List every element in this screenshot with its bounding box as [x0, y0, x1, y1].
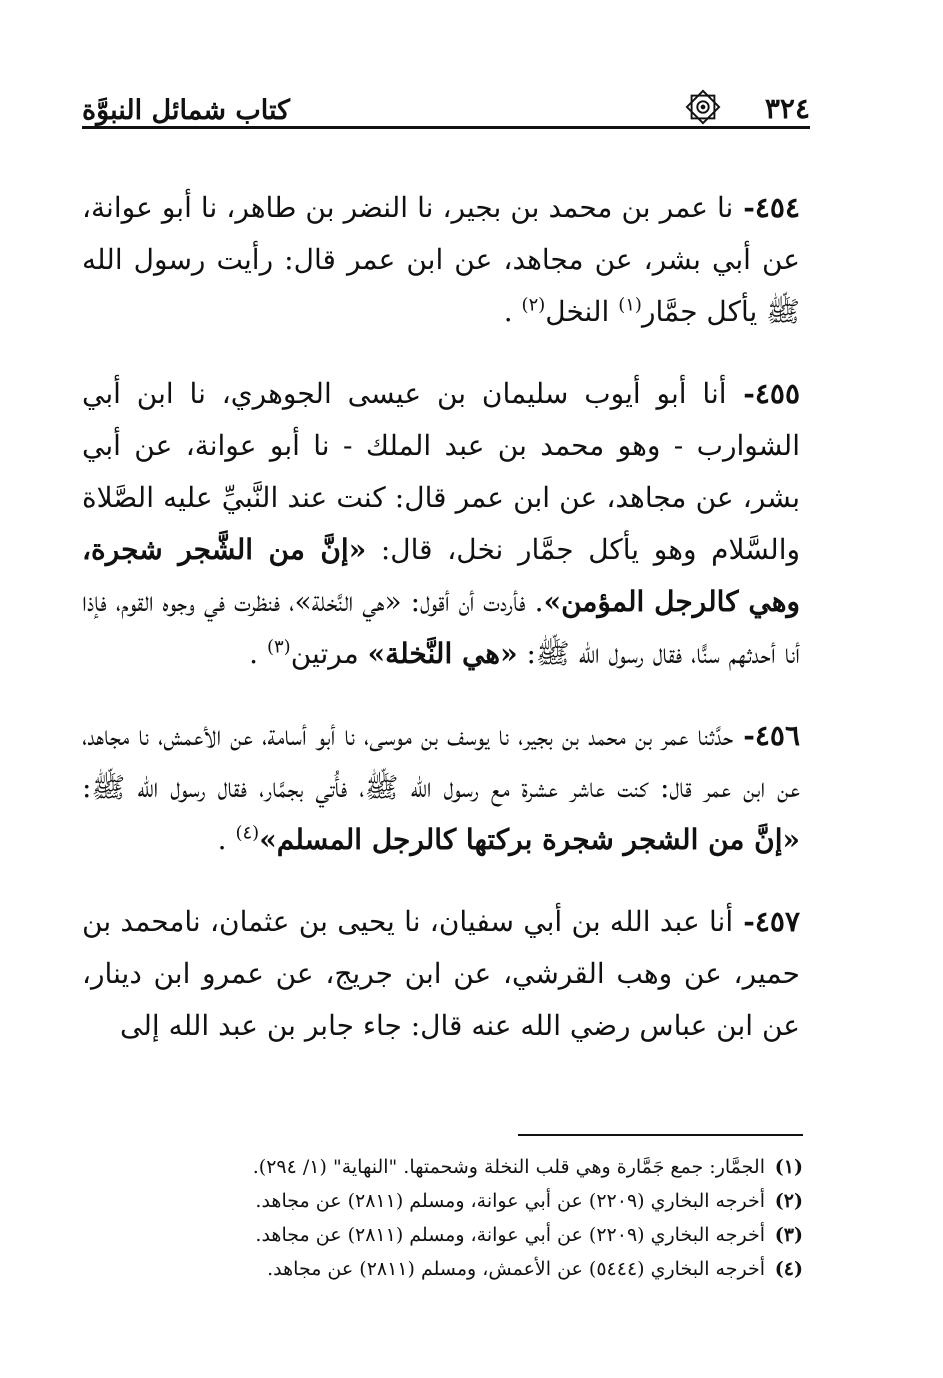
hadith-text: . — [217, 823, 236, 856]
hadith-text: أنا عبد الله بن أبي سفيان، نا يحيى بن عثمان، نامحمد بن حمير، عن وهب القرشي، عن ابن جريج، عن عمرو ابن دينار، عن ابن عباس رضي الله عنه قال: جاء جابر بن عبد الله إلى — [82, 905, 800, 1042]
header-rule — [82, 126, 810, 129]
footnote-item — [163, 1184, 803, 1218]
footnote-item — [163, 1252, 803, 1286]
hadith-number: ٤٥٧ — [754, 905, 800, 938]
footnote-text: الجمَّار: جمع جَمَّارة وهي قلب النخلة وشحمتها. "النهاية" (١/ ٢٩٤). — [252, 1156, 765, 1178]
hadith-456: ٤٥٦- حدَّثنا عمر بن محمد بن بجير، نا يوسف بن موسى، نا أبو أسامة، عن الأعمش، نا مجاهد، عن ابن عمر قال: كنت عاشر عشرة مع رسول الله ﷺ، فأُتي بجمَّار، فقال رسول الله ﷺ: «إنَّ من الشجر شجرة بركتها كالرجل المسلم»$^{(٤)}$ . — [82, 719, 800, 856]
book-title: كتاب شمائل النبوَّة — [82, 95, 290, 126]
footnote-number: (٤) — [774, 1258, 803, 1280]
main-text — [82, 182, 800, 1082]
footnote-item — [163, 1150, 803, 1184]
hadith-quote: «هي النَّخلة» — [367, 637, 518, 670]
footnote-ref[interactable]: (٢) — [521, 294, 546, 316]
footnotes — [163, 1150, 803, 1286]
footnote-text: أخرجه البخاري (٢٢٠٩) عن أبي عوانة، ومسلم (٢٨١١) عن مجاهد. — [255, 1190, 765, 1212]
footnote-rule — [518, 1134, 803, 1136]
hadith-text: حدَّثنا عمر بن محمد بن بجير، نا يوسف بن موسى، نا أبو أسامة، عن الأعمش، نا مجاهد، عن ابن عمر قال: كنت عاشر عشرة مع رسول الله ﷺ، فأُتي بجمَّار، فقال رسول الله ﷺ: — [82, 719, 800, 804]
hadith-number: ٤٥٦ — [754, 719, 800, 752]
hadith-text: . فأردت أن أقول: «هي النَّخلة»، فنظرت في وجوه القوم، فإذا أنا أحدثهم سنًّا، فقال رسول الله ﷺ: — [82, 585, 800, 670]
hadith-number: ٤٥٥ — [754, 377, 800, 410]
hadith-number: ٤٥٤ — [754, 191, 801, 224]
hadith-454: ٤٥٤- نا عمر بن محمد بن بجير، نا النضر بن طاهر، نا أبو عوانة، عن أبي بشر، عن مجاهد، عن ابن عمر قال: رأيت رسول الله ﷺ يأكل جمَّار$^{(١)}$ النخل$^{(٢)}$ . — [82, 191, 801, 328]
hadith-text: . — [503, 295, 522, 328]
hadith-quote: «إنَّ من الشجر شجرة بركتها كالرجل المسلم» — [259, 823, 800, 856]
footnote-text: أخرجه البخاري (٥٤٤٤) عن الأعمش، ومسلم (٢٨١١) عن مجاهد. — [267, 1258, 765, 1280]
footnote-item — [163, 1218, 803, 1252]
hadith-text: مرتين — [290, 637, 368, 670]
footnote-number: (٢) — [774, 1190, 803, 1212]
hadith-457: ٤٥٧- أنا عبد الله بن أبي سفيان، نا يحيى بن عثمان، نامحمد بن حمير، عن وهب القرشي، عن ابن جريج، عن عمرو ابن دينار، عن ابن عباس رضي الله عنه قال: جاء جابر بن عبد الله إلى — [82, 905, 800, 1042]
hadith-text: النخل — [545, 295, 619, 328]
running-header — [82, 82, 810, 134]
page-number: ٣٢٤ — [764, 92, 810, 125]
footnote-number: (١) — [774, 1156, 803, 1178]
hadith-text: . — [249, 637, 267, 670]
footnote-text: أخرجه البخاري (٢٢٠٩) عن أبي عوانة، ومسلم (٢٨١١) عن مجاهد. — [255, 1224, 765, 1246]
footnote-number: (٣) — [774, 1224, 803, 1246]
footnote-ref[interactable]: (٤) — [235, 822, 260, 844]
footnote-ref[interactable]: (٣) — [266, 636, 291, 658]
hadith-text: نا عمر بن محمد بن بجير، نا النضر بن طاهر، نا أبو عوانة، عن أبي بشر، عن مجاهد، عن ابن عمر قال: رأيت رسول الله ﷺ يأكل جمَّار — [82, 191, 800, 328]
hadith-text: أنا أبو أيوب سليمان بن عيسى الجوهري، نا ابن أبي الشوارب - وهو محمد بن عبد الملك - نا أبو عوانة، عن أبي بشر، عن مجاهد، عن ابن عمر قال: كنت عند النَّبيِّ عليه الصَّلاة والسَّلام وهو يأكل جمَّار نخل، قال: — [82, 377, 801, 566]
hadith-quote: «إنَّ من الشَّجر شجرة، وهي كالرجل المؤمن» — [82, 533, 800, 618]
eight-point-star-ornament-icon — [684, 88, 722, 126]
hadith-455: ٤٥٥- أنا أبو أيوب سليمان بن عيسى الجوهري، نا ابن أبي الشوارب - وهو محمد بن عبد الملك - نا أبو عوانة، عن أبي بشر، عن مجاهد، عن ابن عمر قال: كنت عند النَّبيِّ عليه الصَّلاة والسَّلام وهو يأكل جمَّار نخل، قال: «إنَّ من الشَّجر شجرة، وهي كالرجل المؤمن». فأردت أن أقول: «هي النَّخلة»، فنظرت في وجوه القوم، فإذا أنا أحدثهم سنًّا، فقال رسول الله ﷺ: «هي النَّخلة» مرتين$^{(٣)}$ . — [82, 377, 801, 670]
footnote-ref[interactable]: (١) — [618, 294, 642, 316]
